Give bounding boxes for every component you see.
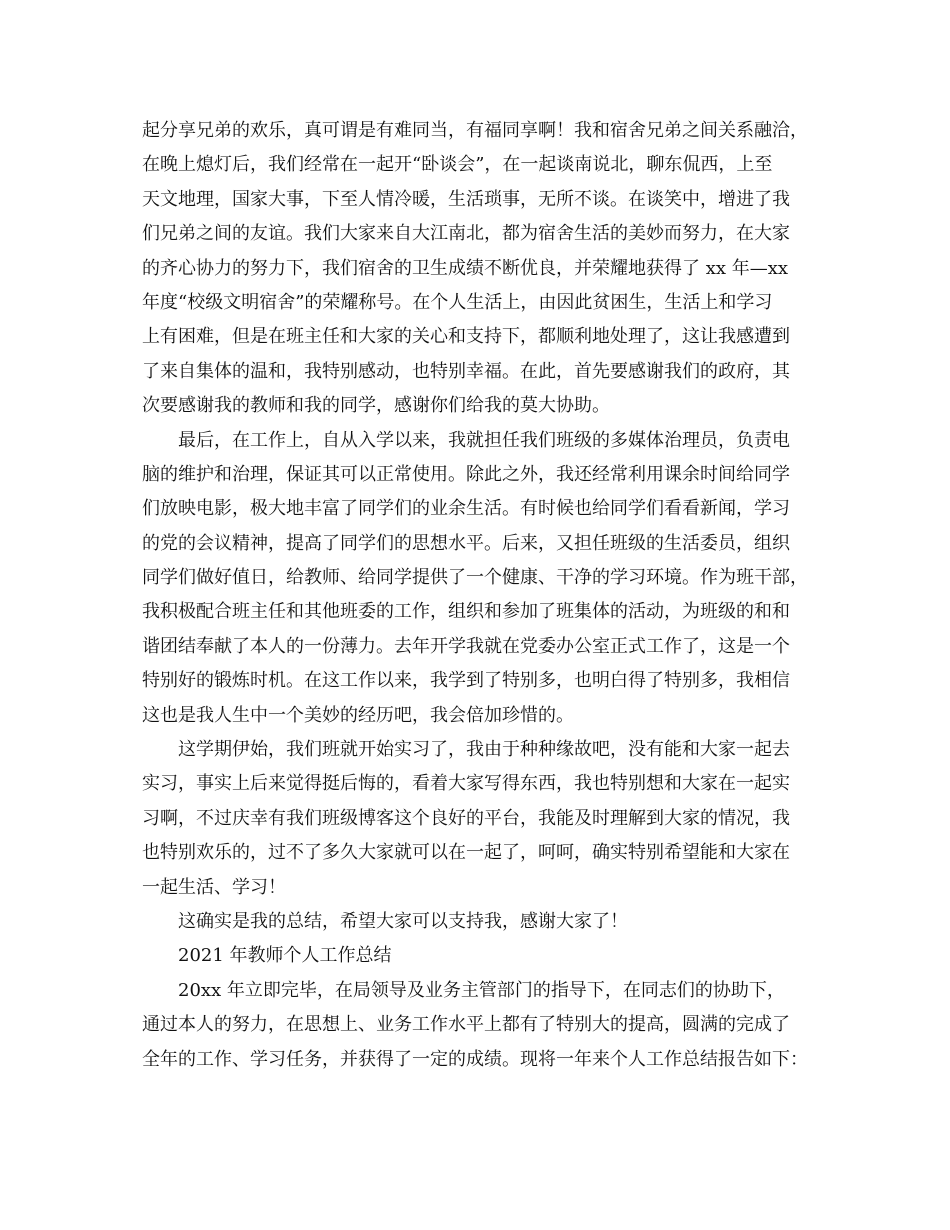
text-line: 的齐心协力的努力下，我们宿舍的卫生成绩不断优良，并荣耀地获得了 xx 年—xx: [142, 257, 789, 279]
text-line: 全年的工作、学习任务，并获得了一定的成绩。现将一年来个人工作总结报告如下：: [142, 1048, 808, 1070]
text-line: 了来自集体的温和，我特别感动，也特别幸福。在此，首先要感谢我们的政府，其: [142, 360, 790, 382]
paragraph: [142, 974, 826, 1077]
text-line: 次要感谢我的教师和我的同学，感谢你们给我的莫大协助。: [142, 395, 610, 417]
text-line: 这学期伊始，我们班就开始实习了，我由于种种缘故吧，没有能和大家一起去: [178, 739, 790, 761]
paragraph: [142, 424, 826, 734]
text-line: 这确实是我的总结，希望大家可以支持我，感谢大家了！: [178, 910, 628, 932]
text-line: 上有困难，但是在班主任和大家的关心和支持下，都顺利地处理了，这让我感遭到: [142, 326, 790, 348]
text-line: 通过本人的努力，在思想上、业务工作水平上都有了特别大的提高，圆满的完成了: [142, 1014, 790, 1036]
text-line: 一起生活、学习！: [142, 876, 286, 898]
text-line: 天文地理，国家大事，下至人情冷暖，生活琐事，无所不谈。在谈笑中，增进了我: [142, 188, 790, 210]
text-line: 习啊，不过庆幸有我们班级博客这个良好的平台，我能及时理解到大家的情况，我: [142, 807, 790, 829]
text-line: 2021 年教师个人工作总结: [178, 945, 392, 967]
text-line: 同学们做好值日，给教师、给同学提供了一个健康、干净的学习环境。作为班干部，: [142, 567, 808, 589]
text-line: 起分享兄弟的欢乐，真可谓是有难同当，有福同享啊！我和宿舍兄弟之间关系融洽，: [142, 120, 808, 141]
paragraph: [142, 733, 826, 905]
text-line: 我积极配合班主任和其他班委的工作，组织和参加了班集体的活动，为班级的和和: [142, 601, 790, 623]
text-line: 脑的维护和治理，保证其可以正常使用。除此之外，我还经常利用课余时间给同学: [142, 463, 790, 485]
text-line: 们放映电影，极大地丰富了同学们的业余生活。有时候也给同学们看看新闻，学习: [142, 498, 790, 520]
text-line: 实习，事实上后来觉得挺后悔的，看着大家写得东西，我也特别想和大家在一起实: [142, 773, 790, 795]
paragraph: [142, 114, 826, 424]
text-line: 的党的会议精神，提高了同学们的思想水平。后来，又担任班级的生活委员，组织: [142, 532, 790, 554]
text-line: 年度“校级文明宿舍”的荣耀称号。在个人生活上，由因此贫困生，生活上和学习: [142, 291, 773, 313]
text-line: 最后，在工作上，自从入学以来，我就担任我们班级的多媒体治理员，负责电: [178, 429, 790, 451]
text-line: 们兄弟之间的友谊。我们大家来自大江南北，都为宿舍生活的美妙而努力，在大家: [142, 223, 790, 245]
paragraph: [142, 905, 826, 939]
text-line: 20xx 年立即完毕，在局领导及业务主管部门的指导下，在同志们的协助下，: [178, 979, 785, 1001]
text-line: 谐团结奉献了本人的一份薄力。去年开学我就在党委办公室正式工作了，这是一个: [142, 635, 790, 657]
text-line: 特别好的锻炼时机。在这工作以来，我学到了特别多，也明白得了特别多，我相信: [142, 670, 790, 692]
document-body: [142, 114, 826, 1077]
text-line: 在晚上熄灯后，我们经常在一起开“卧谈会”，在一起谈南说北，聊东侃西，上至: [142, 154, 773, 176]
paragraph: [142, 939, 826, 973]
text-line: 这也是我人生中一个美妙的经历吧，我会倍加珍惜的。: [142, 704, 574, 726]
text-line: 也特别欢乐的，过不了多久大家就可以在一起了，呵呵，确实特别希望能和大家在: [142, 842, 790, 864]
